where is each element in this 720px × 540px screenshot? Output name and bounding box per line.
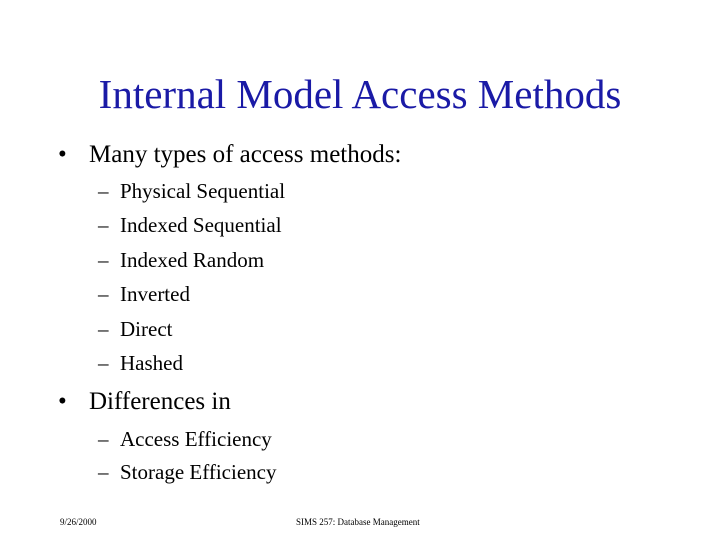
sub-item-text: Physical Sequential bbox=[120, 179, 286, 203]
footer-course: SIMS 257: Database Management bbox=[296, 517, 420, 527]
sub-item-text: Hashed bbox=[120, 351, 183, 375]
bullet-text: Differences in bbox=[89, 388, 231, 415]
dash-marker: – bbox=[98, 460, 109, 484]
bullet-text: Many types of access methods: bbox=[89, 141, 402, 168]
sub-item-text: Access Efficiency bbox=[120, 427, 272, 451]
slide-title: Internal Model Access Methods bbox=[98, 71, 622, 117]
dash-marker: – bbox=[98, 427, 109, 451]
bullet-item bbox=[58, 140, 401, 170]
sub-item-text: Inverted bbox=[120, 282, 190, 306]
dash-marker: – bbox=[98, 213, 109, 237]
dash-marker: – bbox=[98, 282, 109, 306]
bullet-marker: • bbox=[58, 388, 67, 415]
sub-item-text: Direct bbox=[120, 317, 173, 341]
sub-item-text: Storage Efficiency bbox=[120, 460, 277, 484]
sub-item-text: Indexed Sequential bbox=[120, 213, 282, 237]
sub-item-text: Indexed Random bbox=[120, 248, 265, 272]
bullet-item bbox=[58, 387, 231, 417]
dash-marker: – bbox=[98, 248, 109, 272]
footer-date: 9/26/2000 bbox=[60, 517, 97, 527]
dash-marker: – bbox=[98, 351, 109, 375]
bullet-marker: • bbox=[58, 141, 67, 168]
dash-marker: – bbox=[98, 317, 109, 341]
dash-marker: – bbox=[98, 179, 109, 203]
